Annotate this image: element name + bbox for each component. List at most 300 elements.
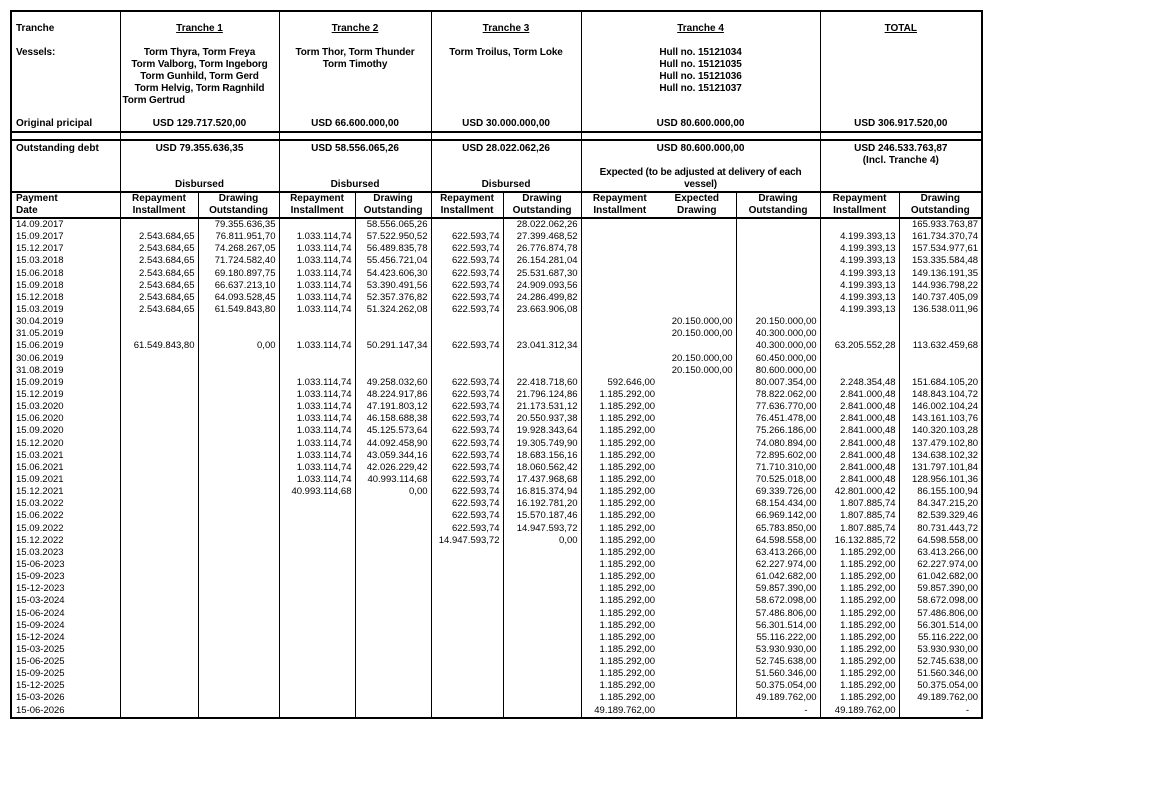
amount-cell: 55.116.222,00	[917, 631, 979, 643]
total-title: TOTAL	[884, 23, 917, 34]
amount-cell: 622.593,74	[431, 340, 503, 352]
amount-cell: 20.150.000,00	[736, 316, 820, 328]
amount-cell	[658, 583, 736, 595]
amount-cell: 1.033.114,74	[279, 462, 355, 474]
amount-cell: 128.956.101,36	[912, 473, 979, 485]
tranche4-status-line1: Expected (to be adjusted at delivery of each	[599, 167, 802, 178]
amount-cell	[820, 353, 899, 365]
amount-cell: 143.161.103,76	[912, 413, 979, 425]
amount-cell: 69.339.726,00	[736, 486, 820, 498]
amount-cell	[355, 620, 431, 632]
amount-cell	[198, 389, 279, 401]
amount-cell: 42.801.000,42	[820, 486, 899, 498]
amount-cell: 15.570.187,46	[503, 510, 581, 522]
amount-cell: 622.593,74	[431, 474, 503, 486]
amount-cell	[431, 218, 503, 231]
total-original-principal: USD 306.917.520,00	[854, 118, 948, 129]
table-row	[11, 389, 982, 401]
amount-cell: 20.550.937,38	[503, 413, 581, 425]
amount-cell	[355, 680, 431, 692]
table-row	[11, 280, 982, 292]
amount-cell: 76.451.478,00	[736, 413, 820, 425]
amount-cell: 1.033.114,74	[279, 377, 355, 389]
amount-cell: 622.593,74	[431, 280, 503, 292]
amount-cell: 1.185.292,00	[820, 620, 899, 632]
amount-cell: 1.185.292,00	[820, 547, 899, 559]
amount-cell	[581, 316, 658, 328]
amount-cell	[120, 692, 198, 704]
amount-cell	[198, 668, 279, 680]
amount-cell	[431, 680, 503, 692]
tranche3-outstanding	[431, 140, 581, 192]
amount-cell	[899, 365, 982, 377]
amount-cell	[658, 608, 736, 620]
amount-cell: 622.593,74	[431, 462, 503, 474]
amount-cell: 622.593,74	[431, 268, 503, 280]
payment-date-cell: 15.09.2019	[11, 377, 120, 389]
amount-cell: 622.593,74	[431, 438, 503, 450]
amount-cell	[355, 668, 431, 680]
amount-cell	[658, 644, 736, 656]
amount-cell	[503, 692, 581, 704]
amount-cell	[503, 680, 581, 692]
amount-cell: 1.185.292,00	[599, 388, 656, 400]
amount-cell	[279, 583, 355, 595]
amount-cell	[820, 328, 899, 340]
amount-cell	[120, 632, 198, 644]
amount-cell	[120, 571, 198, 583]
payment-date-cell: 15.06.2018	[11, 268, 120, 280]
amount-cell: 1.185.292,00	[599, 449, 656, 461]
amount-cell: 51.560.346,00	[917, 668, 979, 680]
amount-cell	[198, 632, 279, 644]
amount-cell	[581, 268, 658, 280]
amount-cell	[198, 486, 279, 498]
amount-cell	[658, 450, 736, 462]
amount-cell: 1.185.292,00	[599, 571, 656, 583]
table-row	[11, 377, 982, 389]
amount-cell	[658, 413, 736, 425]
amount-cell: 24.286.499,82	[503, 292, 581, 304]
amount-cell	[658, 620, 736, 632]
tranche1-drawing-outstanding-header: Drawing Outstanding	[198, 192, 279, 218]
amount-cell: 1.185.292,00	[599, 656, 656, 668]
vessel-line: Torm Gertrud	[122, 95, 186, 106]
amount-cell	[820, 218, 899, 231]
amount-cell: 50.291.147,34	[355, 340, 431, 352]
amount-cell	[120, 523, 198, 535]
amount-cell: 40.300.000,00	[736, 340, 820, 352]
outstanding-block	[11, 140, 982, 192]
amount-cell	[431, 583, 503, 595]
amount-cell	[198, 571, 279, 583]
amount-cell: 26.154.281,04	[503, 255, 581, 267]
table-row	[11, 328, 982, 340]
amount-cell: 136.538.011,96	[912, 303, 979, 315]
table-row	[11, 692, 982, 704]
amount-cell: 23.663.906,08	[503, 304, 581, 316]
amount-cell: 20.150.000,00	[658, 365, 736, 377]
amount-cell: 1.185.292,00	[599, 522, 656, 534]
amount-cell: 1.185.292,00	[599, 583, 656, 595]
amount-cell: 59.857.390,00	[917, 583, 979, 595]
outstanding-debt-label: Outstanding debt	[16, 143, 99, 154]
amount-cell	[736, 231, 820, 243]
amount-cell: 76.811.951,70	[198, 231, 279, 243]
amount-cell: 1.185.292,00	[599, 643, 656, 655]
tranche1-original-principal: USD 129.717.520,00	[152, 118, 247, 129]
amount-cell	[503, 668, 581, 680]
amount-cell	[581, 328, 658, 340]
amount-cell	[120, 620, 198, 632]
amount-cell: 1.185.292,00	[599, 461, 656, 473]
amount-cell: 21.796.124,86	[503, 389, 581, 401]
payment-date-cell: 30.06.2019	[11, 353, 120, 365]
amount-cell	[503, 547, 581, 559]
amount-cell	[120, 559, 198, 571]
amount-cell: 70.525.018,00	[736, 474, 820, 486]
amount-cell: 61.042.682,00	[736, 571, 820, 583]
amount-cell	[279, 547, 355, 559]
amount-cell: 56.301.514,00	[917, 619, 979, 631]
amount-cell	[581, 255, 658, 267]
amount-cell	[279, 328, 355, 340]
amount-cell: 1.185.292,00	[599, 473, 656, 485]
amount-cell	[279, 316, 355, 328]
amount-cell	[431, 365, 503, 377]
payment-date-cell: 15.03.2018	[11, 255, 120, 267]
amount-cell: 64.598.558,00	[917, 534, 979, 546]
amount-cell: 1.033.114,74	[279, 340, 355, 352]
amount-cell: 1.033.114,74	[279, 243, 355, 255]
amount-cell: 84.347.215,20	[917, 498, 979, 510]
amount-cell: 622.593,74	[431, 523, 503, 535]
payment-date-cell: 15.03.2022	[11, 498, 120, 510]
amount-cell	[279, 705, 355, 718]
amount-cell	[120, 656, 198, 668]
amount-cell	[736, 218, 820, 231]
total-header	[820, 11, 982, 132]
amount-cell: 1.185.292,00	[820, 595, 899, 607]
amount-cell	[355, 547, 431, 559]
amount-cell	[355, 656, 431, 668]
table-row	[11, 316, 982, 328]
amount-cell: 22.418.718,60	[503, 377, 581, 389]
amount-cell	[279, 644, 355, 656]
vessel-line: Torm Timothy	[322, 59, 388, 70]
amount-cell: 165.933.763,87	[912, 219, 979, 230]
amount-cell	[120, 438, 198, 450]
amount-cell: 74.080.894,00	[736, 438, 820, 450]
vessel-line: Hull no. 15121035	[659, 59, 742, 70]
amount-cell: 2.543.684,65	[120, 243, 198, 255]
amount-cell: 592.646,00	[607, 376, 656, 388]
payment-date-cell: 15.09.2022	[11, 523, 120, 535]
payment-date-cell: 15.09.2021	[11, 474, 120, 486]
amount-cell	[120, 450, 198, 462]
amount-cell: 2.841.000,48	[820, 401, 899, 413]
amount-cell	[279, 692, 355, 704]
amount-cell	[431, 328, 503, 340]
amount-cell	[120, 547, 198, 559]
amount-cell: 26.776.874,78	[503, 243, 581, 255]
amount-cell: 1.185.292,00	[820, 559, 899, 571]
amount-cell	[658, 243, 736, 255]
amount-cell: 59.857.390,00	[736, 583, 820, 595]
amount-cell	[279, 510, 355, 522]
amount-cell	[503, 328, 581, 340]
amount-cell	[198, 547, 279, 559]
amount-cell	[503, 559, 581, 571]
amount-cell	[279, 608, 355, 620]
amount-cell	[198, 450, 279, 462]
amount-cell: 49.189.762,00	[820, 705, 899, 718]
vessel-line: Hull no. 15121034	[659, 47, 742, 58]
amount-cell	[658, 559, 736, 571]
amount-cell	[279, 571, 355, 583]
table-row	[11, 668, 982, 680]
amount-cell: 14.947.593,72	[431, 535, 503, 547]
amount-cell	[120, 486, 198, 498]
tranche4-title: Tranche 4	[677, 23, 724, 34]
table-row	[11, 438, 982, 450]
amount-cell: 63.413.266,00	[736, 547, 820, 559]
amount-cell: 134.638.102,32	[912, 449, 979, 461]
amount-cell: 1.185.292,00	[599, 692, 656, 704]
amount-cell	[820, 316, 899, 328]
amount-cell	[355, 328, 431, 340]
payment-date-cell: 15-09-2024	[11, 620, 120, 632]
amount-cell	[355, 559, 431, 571]
amount-cell	[658, 535, 736, 547]
payment-date-cell: 15-03-2026	[11, 692, 120, 704]
amount-cell	[120, 680, 198, 692]
amount-cell: 61.549.843,80	[198, 304, 279, 316]
payment-date-cell: 15.12.2021	[11, 486, 120, 498]
amount-cell	[658, 668, 736, 680]
table-row	[11, 523, 982, 535]
table-row	[11, 535, 982, 547]
amount-cell	[899, 316, 982, 328]
amount-cell: 2.841.000,48	[820, 450, 899, 462]
amount-cell: 16.132.885,72	[820, 535, 899, 547]
payment-date-cell: 15.06.2019	[11, 340, 120, 352]
amount-cell	[431, 656, 503, 668]
tranche3-vessels	[432, 47, 581, 118]
table-row	[11, 583, 982, 595]
amount-cell: 1.185.292,00	[599, 607, 656, 619]
amount-cell: 622.593,74	[431, 413, 503, 425]
amount-cell	[198, 559, 279, 571]
amount-cell: 622.593,74	[431, 292, 503, 304]
amount-cell: 53.390.491,56	[355, 280, 431, 292]
amount-cell	[279, 680, 355, 692]
table-row	[11, 705, 982, 718]
amount-cell: 79.355.636,35	[198, 218, 279, 231]
amount-cell	[658, 656, 736, 668]
amount-cell: 61.042.682,00	[917, 571, 979, 583]
amount-cell: 52.745.638,00	[736, 656, 820, 668]
amount-cell: 53.930.930,00	[917, 643, 979, 655]
amount-cell: 18.060.562,42	[503, 462, 581, 474]
payment-date-cell: 15-09-2025	[11, 668, 120, 680]
amount-cell	[279, 668, 355, 680]
amount-cell	[503, 595, 581, 607]
amount-cell: 157.534.977,61	[912, 243, 979, 255]
vessel-line: Torm Troilus, Torm Loke	[449, 47, 563, 58]
amount-cell: 144.936.798,22	[912, 279, 979, 291]
amount-cell: 53.930.930,00	[736, 644, 820, 656]
tranche4-original-principal: USD 80.600.000,00	[656, 118, 745, 129]
amount-cell: 49.189.762,00	[736, 692, 820, 704]
amount-cell: 140.320.103,28	[912, 425, 979, 437]
amount-cell	[658, 462, 736, 474]
amount-cell: 1.807.885,74	[820, 498, 899, 510]
amount-cell: 48.224.917,86	[355, 389, 431, 401]
table-row	[11, 450, 982, 462]
amount-cell	[658, 377, 736, 389]
total-drawing-outstanding-header: Drawing Outstanding	[899, 192, 982, 218]
tranche4-expected-drawing-header: Expected Drawing	[658, 192, 736, 218]
amount-cell	[503, 583, 581, 595]
amount-cell: 14.947.593,72	[503, 523, 581, 535]
amount-cell	[503, 632, 581, 644]
amount-cell	[431, 692, 503, 704]
amount-cell	[431, 571, 503, 583]
amount-cell	[658, 486, 736, 498]
amount-cell	[198, 535, 279, 547]
tranche3-drawing-outstanding-header: Drawing Outstanding	[503, 192, 581, 218]
amount-cell	[198, 692, 279, 704]
amount-cell: 51.324.262,08	[355, 304, 431, 316]
amount-cell: 58.672.098,00	[917, 595, 979, 607]
payment-date-cell: 15.12.2022	[11, 535, 120, 547]
amount-cell	[279, 559, 355, 571]
amount-cell	[431, 595, 503, 607]
amount-cell	[658, 692, 736, 704]
payment-date-cell: 15.12.2018	[11, 292, 120, 304]
amount-cell	[581, 218, 658, 231]
tranche2-repayment-installment-header: Repayment Installment	[279, 192, 355, 218]
table-row	[11, 680, 982, 692]
amount-cell	[198, 462, 279, 474]
amount-cell: 622.593,74	[431, 377, 503, 389]
amount-cell	[658, 218, 736, 231]
amount-cell	[120, 474, 198, 486]
tranche1-title: Tranche 1	[176, 23, 223, 34]
vessel-line: Torm Thor, Torm Thunder	[295, 47, 415, 58]
amount-cell: 622.593,74	[431, 243, 503, 255]
amount-cell: 146.002.104,24	[912, 401, 979, 413]
amount-cell: 18.683.156,16	[503, 450, 581, 462]
table-row	[11, 292, 982, 304]
table-row	[11, 462, 982, 474]
payment-date-cell: 15-06-2023	[11, 559, 120, 571]
amount-cell: 622.593,74	[431, 231, 503, 243]
table-row	[11, 620, 982, 632]
amount-cell	[581, 353, 658, 365]
tranche4-outstanding	[581, 140, 820, 192]
amount-cell	[120, 510, 198, 522]
outstanding-debt-label-cell	[11, 140, 120, 192]
amount-cell	[736, 292, 820, 304]
amount-cell	[355, 353, 431, 365]
amount-cell	[581, 304, 658, 316]
amount-cell: 57.522.950,52	[355, 231, 431, 243]
amount-cell: 86.155.100,94	[917, 486, 979, 498]
amount-cell	[431, 316, 503, 328]
amount-cell: 622.593,74	[431, 498, 503, 510]
amount-cell	[658, 389, 736, 401]
amount-cell: 23.041.312,34	[503, 340, 581, 352]
amount-cell	[120, 583, 198, 595]
amount-cell: 1.185.292,00	[820, 680, 899, 692]
amount-cell	[198, 474, 279, 486]
vessel-line: Torm Gunhild, Torm Gerd	[140, 71, 259, 82]
amount-cell	[198, 498, 279, 510]
amount-cell: 66.969.142,00	[736, 510, 820, 522]
payment-date-cell: 31.08.2019	[11, 365, 120, 377]
tranche2-title: Tranche 2	[331, 23, 379, 34]
vessel-line: Torm Thyra, Torm Freya	[143, 47, 256, 58]
amount-cell: 40.993.114,68	[355, 474, 431, 486]
payment-schedule-body	[11, 218, 982, 718]
amount-cell: 149.136.191,35	[912, 267, 979, 279]
table-row	[11, 632, 982, 644]
payment-date-cell: 15.12.2017	[11, 243, 120, 255]
amount-cell: 2.543.684,65	[120, 231, 198, 243]
separator-row	[11, 132, 982, 140]
amount-cell	[658, 304, 736, 316]
amount-cell: -	[736, 705, 820, 718]
amount-cell: 68.154.434,00	[736, 498, 820, 510]
amount-cell	[198, 401, 279, 413]
payment-date-cell: 15.12.2019	[11, 389, 120, 401]
payment-date-cell: 14.09.2017	[11, 218, 120, 231]
amount-cell: 1.185.292,00	[599, 437, 656, 449]
amount-cell: 622.593,74	[431, 425, 503, 437]
table-row	[11, 218, 982, 231]
amount-cell: 62.227.974,00	[917, 558, 979, 570]
amount-cell	[279, 595, 355, 607]
amount-cell: 2.543.684,65	[120, 268, 198, 280]
amount-cell: 1.185.292,00	[599, 558, 656, 570]
tranche2-status: Disbursed	[330, 179, 380, 190]
amount-cell: 2.543.684,65	[120, 292, 198, 304]
amount-cell: 1.033.114,74	[279, 268, 355, 280]
amount-cell: 2.841.000,48	[820, 413, 899, 425]
amount-cell: 66.637.213,10	[198, 280, 279, 292]
amount-cell	[431, 644, 503, 656]
amount-cell: 131.797.101,84	[912, 461, 979, 473]
tranche4-repayment-installment-header: Repayment Installment	[581, 192, 658, 218]
amount-cell: 78.822.062,00	[736, 389, 820, 401]
total-outstanding-note: (Incl. Tranche 4)	[862, 155, 939, 166]
amount-cell: 45.125.573,64	[355, 425, 431, 437]
amount-cell: 1.033.114,74	[279, 438, 355, 450]
amount-cell: 52.357.376,82	[355, 292, 431, 304]
amount-cell: 1.033.114,74	[279, 474, 355, 486]
amount-cell: 4.199.393,13	[820, 255, 899, 267]
amount-cell: 1.185.292,00	[599, 401, 656, 413]
table-row	[11, 644, 982, 656]
amount-cell: 622.593,74	[431, 389, 503, 401]
amount-cell	[503, 644, 581, 656]
amount-cell	[820, 365, 899, 377]
amount-cell	[503, 571, 581, 583]
amount-cell	[279, 218, 355, 231]
amount-cell: 80.600.000,00	[736, 365, 820, 377]
